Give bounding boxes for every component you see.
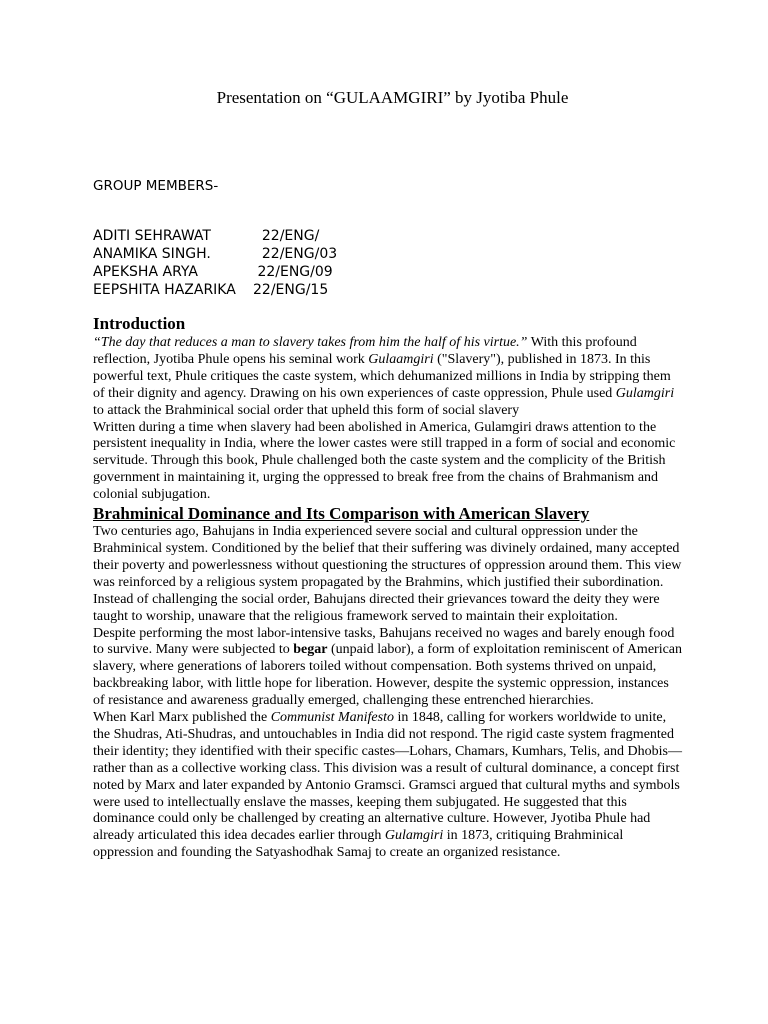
member-name: ADITI SEHRAWAT xyxy=(93,228,211,244)
members-list xyxy=(93,227,337,299)
bold-term: begar xyxy=(293,642,328,658)
section-paragraph-3: When Karl Marx published the Communist Manifesto in 1848, calling for workers worldwide to unite, the Shudras, Ati-Shudras, and untouchables in India did not respond. The rigid caste system fragmented their identity; they identified with their specific castes—Lohars, Chamars, Kumhars, Telis, and Dhobis—rather than as a collective working class. This division was a result of cultural dominance, a concept first noted by Marx and later expanded by Antonio Gramsci. Gramsci argued that cultural myths and symbols were used to intellectually enslave the masses, keeping them subjugated. He suggested that this dominance could only be challenged by creating an alternative culture. However, Jyotiba Phule had already articulated this idea decades earlier through Gulamgiri in 1873, critiquing Brahminical oppression and founding the Satyashodhak Samaj to create an organized resistance. xyxy=(93,710,682,861)
member-row xyxy=(93,227,337,245)
section-paragraph-1: Two centuries ago, Bahujans in India experienced severe social and cultural oppression under the Brahminical system. Conditioned by the belief that their suffering was divinely ordained, many accepted their poverty and powerlessness without questioning the structures of oppression around them. This view was reinforced by a religious system propagated by the Brahmins, which justified their subordination. Instead of challenging the social order, Bahujans directed their grievances toward the deity they were taught to worship, unaware that the religious framework served to maintain their exploitation. xyxy=(93,524,682,624)
member-roll: 22/ENG/03 xyxy=(253,246,338,262)
document-body xyxy=(93,313,683,862)
member-roll: 22/ENG/15 xyxy=(253,282,329,298)
intro-quote: “The day that reduces a man to slavery takes from him the half of his virtue.” xyxy=(93,335,528,350)
intro-heading: Introduction xyxy=(93,314,186,333)
intro-paragraph-2: Written during a time when slavery had been abolished in America, Gulamgiri draws attention to the persistent inequality in India, where the lower castes were still trapped in a form of social and economic servitude. Through this book, Phule challenged both the caste system and the complicity of the British government in maintaining it, urging the oppressed to break free from the chains of Brahmanism and colonial subjugation. xyxy=(93,419,676,503)
member-name: EEPSHITA HAZARIKA xyxy=(93,282,236,298)
intro-paragraph-1: “The day that reduces a man to slavery takes from him the half of his virtue.” With this profound reflection, Jyotiba Phule opens his seminal work Gulaamgiri ("Slavery"), published in 1873. In this powerful text, Phule critiques the caste system, which dehumanized millions in India by stripping them of their dignity and agency. Drawing on his own experiences of caste oppression, Phule used Gulamgiri to attack the Brahminical social order that upheld this form of social slavery xyxy=(93,335,675,418)
work-title: Gulaamgiri xyxy=(368,351,434,367)
member-roll: 22/ENG/09 xyxy=(253,264,333,280)
group-members-label: GROUP MEMBERS- xyxy=(93,178,219,194)
member-roll: 22/ENG/ xyxy=(253,228,320,244)
section-heading: Brahminical Dominance and Its Comparison with American Slavery xyxy=(93,504,590,524)
work-title: Gulamgiri xyxy=(615,385,675,401)
page-title: Presentation on “GULAAMGIRI” by Jyotiba Phule xyxy=(216,88,569,107)
section-paragraph-2: Despite performing the most labor-intensive tasks, Bahujans received no wages and barely enough food to survive. Many were subjected to begar (unpaid labor), a form of exploitation reminiscent of American slavery, where generations of laborers toiled without compensation. Both systems thrived on unpaid, backbreaking labor, with little hope for liberation. However, despite the systemic oppression, instances of resistance and awareness gradually emerged, challenging these entrenched hierarchies. xyxy=(93,625,683,709)
member-name: APEKSHA ARYA xyxy=(93,264,198,280)
member-row xyxy=(93,281,337,299)
member-row xyxy=(93,263,337,281)
member-name: ANAMIKA SINGH. xyxy=(93,246,211,262)
work-title: Communist Manifesto xyxy=(270,710,394,726)
member-row xyxy=(93,245,337,263)
work-title: Gulamgiri xyxy=(384,828,444,844)
